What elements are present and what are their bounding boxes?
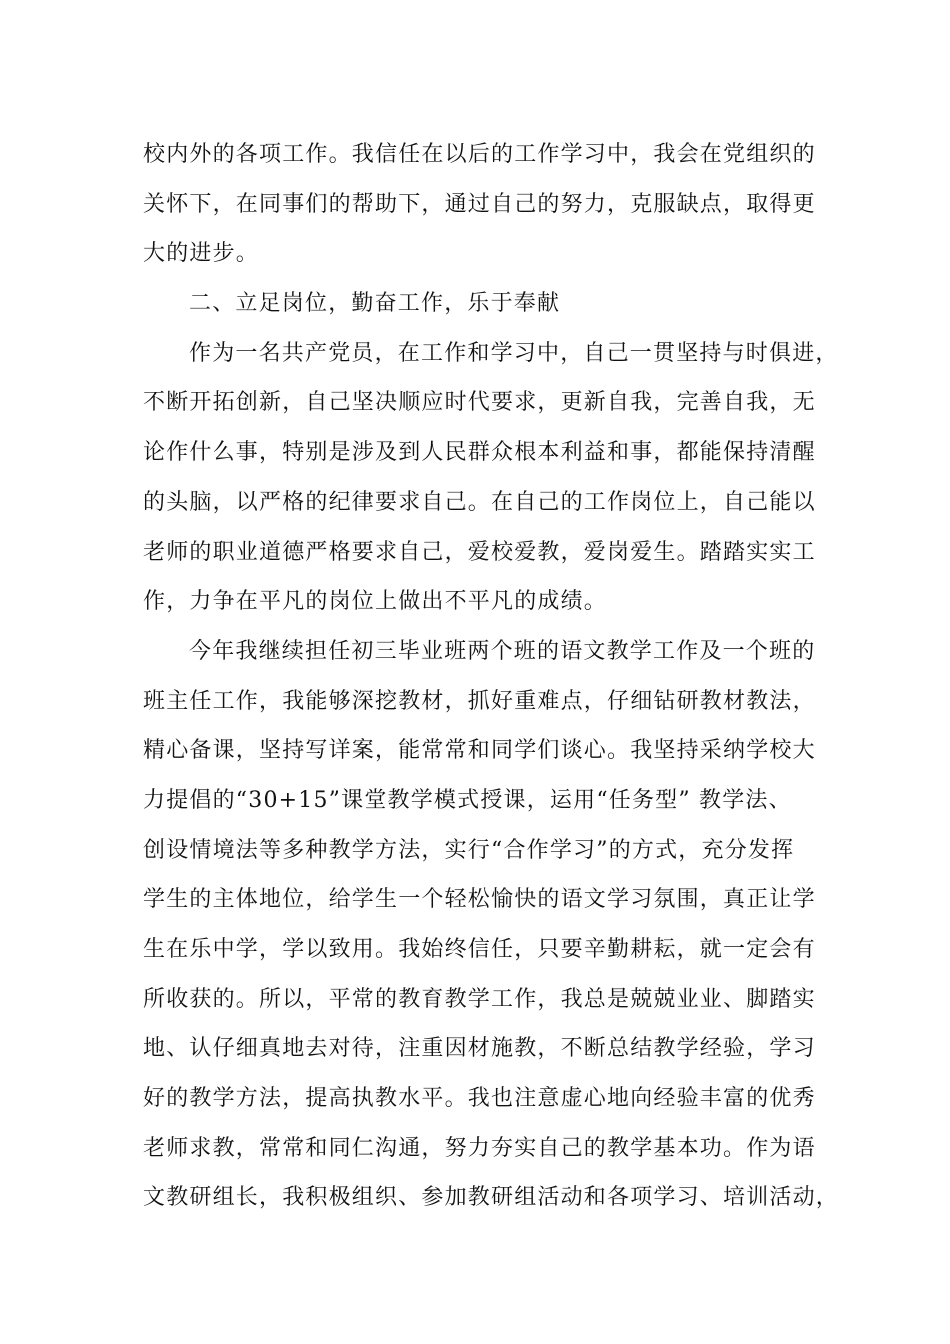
- text-line: 校内外的各项工作。我信任在以后的工作学习中，我会在党组织的: [143, 142, 816, 167]
- text-line: 好的教学方法，提高执教水平。我也注意虚心地向经验丰富的优秀: [143, 1086, 816, 1112]
- text-line: 老师的职业道德严格要求自己，爱校爱教，爱岗爱生。踏踏实实工: [143, 539, 816, 565]
- text-line: 学生的主体地位，给学生一个轻松愉快的语文学习氛围，真正让学: [143, 887, 816, 913]
- document-body: [143, 130, 840, 1223]
- text-line: 的头脑，以严格的纪律要求自己。在自己的工作岗位上，自己能以: [143, 489, 816, 515]
- text-line: 所收获的。所以，平常的教育教学工作，我总是兢兢业业、脚踏实: [143, 986, 816, 1012]
- text-line: 精心备课，坚持写详案，能常常和同学们谈心。我坚持采纳学校大: [143, 738, 816, 764]
- text-line: 老师求教，常常和同仁沟通，努力夯实自己的教学基本功。作为语: [143, 1135, 816, 1161]
- text-line: 不断开拓创新，自己坚决顺应时代要求，更新自我，完善自我，无: [143, 390, 816, 416]
- text-line: 作，力争在平凡的岗位上做出不平凡的成绩。: [143, 589, 608, 615]
- text-line: 关怀下，在同事们的帮助下，通过自己的努力，克服缺点，取得更: [143, 191, 816, 217]
- text-line: 论作什么事，特别是涉及到人民群众根本利益和事，都能保持清醒: [143, 440, 816, 466]
- text-line: 作为一名共产党员，在工作和学习中，自己一贯坚持与时俱进，: [189, 340, 839, 366]
- text-line: 大的进步。: [143, 241, 260, 267]
- section-heading: 二、立足岗位，勤奋工作，乐于奉献: [189, 291, 561, 317]
- text-line: 文教研组长，我积极组织、参加教研组活动和各项学习、培训活动，: [143, 1185, 840, 1211]
- text-line: 地、认仔细真地去对待，注重因材施教，不断总结教学经验，学习: [143, 1036, 816, 1062]
- text-line: 创设情境法等多种教学方法，实行“合作学习”的方式，充分发挥: [143, 837, 795, 863]
- text-line: 力提倡的“30+15”课堂教学模式授课，运用“任务型” 教学法、: [143, 787, 792, 813]
- text-line: 生在乐中学，学以致用。我始终信任，只要辛勤耕耘，就一定会有: [143, 937, 816, 962]
- text-line: 今年我继续担任初三毕业班两个班的语文教学工作及一个班的: [189, 638, 816, 664]
- text-line: 班主任工作，我能够深挖教材，抓好重难点，仔细钻研教材教法，: [143, 688, 816, 714]
